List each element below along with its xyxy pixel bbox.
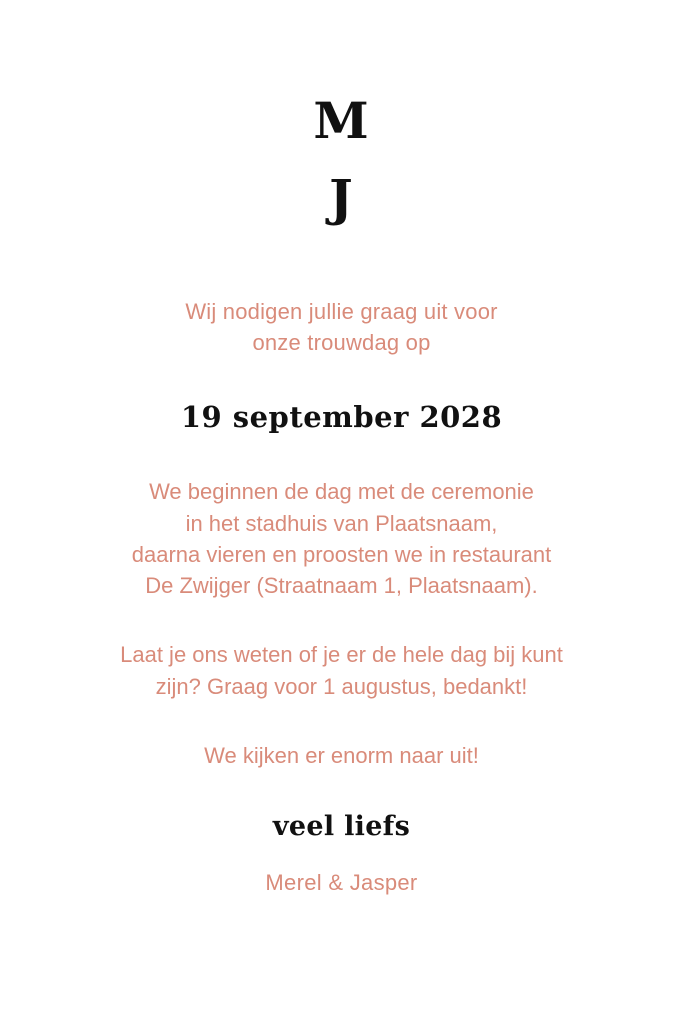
couple-names: Merel & Jasper [265, 870, 418, 896]
rsvp-request [120, 639, 563, 701]
monogram-initial-bride: M [313, 91, 370, 150]
event-details-line-1: We beginnen de dag met de ceremonie [149, 479, 534, 505]
wedding-date: 19 september 2028 [180, 400, 503, 435]
monogram [313, 91, 370, 227]
invitation-intro-line-2: onze trouwdag op [252, 330, 431, 356]
invitation-intro [185, 296, 497, 358]
invitation-intro-line-1: Wij nodigen jullie graag uit voor [185, 299, 498, 324]
event-details-line-2: in het stadhuis van Plaatsnaam, [185, 510, 498, 536]
rsvp-line-2: zijn? Graag voor 1 augustus, bedankt! [155, 673, 528, 699]
event-details-line-4: De Zwijger (Straatnaam 1, Plaatsnaam). [145, 573, 538, 599]
closing-message: We kijken er enorm naar uit! [204, 742, 479, 768]
event-details [132, 476, 551, 601]
signoff: veel liefs [272, 811, 411, 843]
monogram-initial-groom: J [329, 168, 354, 227]
rsvp-line-1: Laat je ons weten of je er de hele dag bij kunt [120, 642, 563, 668]
event-details-line-3: daarna vieren en proosten we in restaurant [131, 541, 552, 567]
